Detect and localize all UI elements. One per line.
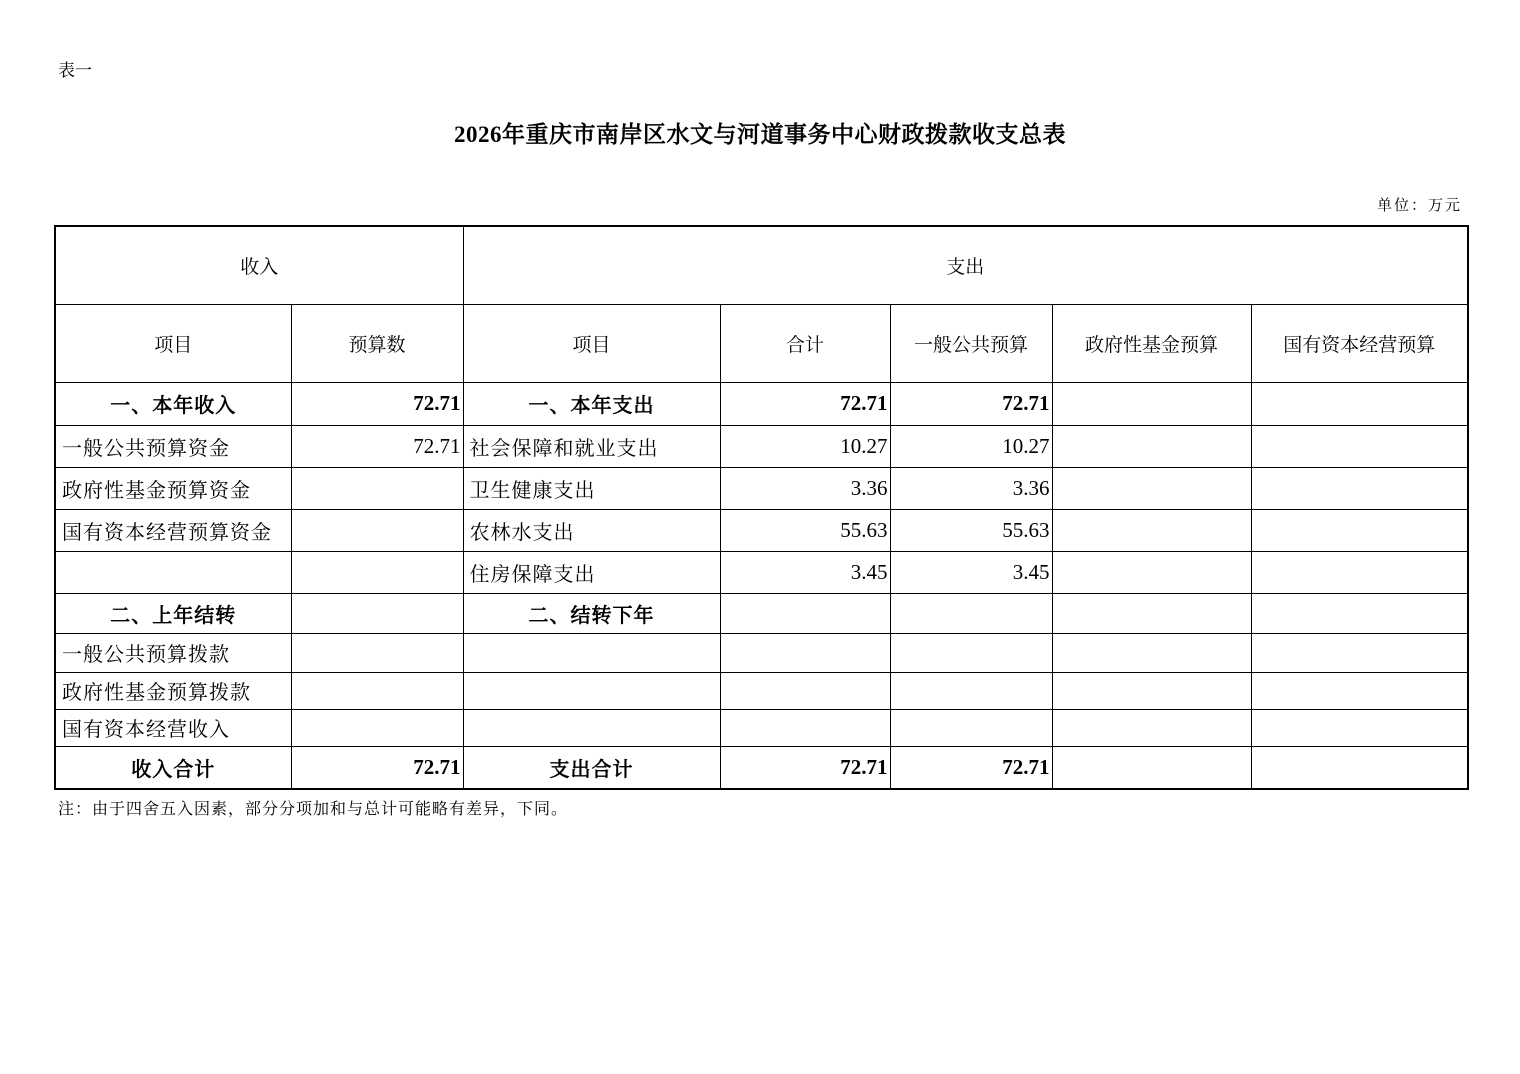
state-capital-cell	[1251, 382, 1468, 425]
general-budget-cell: 72.71	[890, 382, 1052, 425]
state-capital-cell	[1251, 709, 1468, 746]
gov-fund-cell	[1052, 709, 1251, 746]
income-group-header: 收入	[55, 226, 463, 304]
state-capital-cell	[1251, 425, 1468, 467]
table-row	[55, 633, 1468, 672]
general-budget-cell: 3.36	[890, 467, 1052, 509]
gov-fund-cell	[1052, 467, 1251, 509]
expense-total-cell: 55.63	[720, 509, 890, 551]
income-value-cell	[291, 633, 463, 672]
income-value-cell	[291, 551, 463, 593]
general-budget-cell: 3.45	[890, 551, 1052, 593]
general-budget-total: 72.71	[890, 746, 1052, 789]
column-header-row	[55, 304, 1468, 382]
expense-item-cell: 农林水支出	[463, 509, 720, 551]
gov-fund-cell	[1052, 509, 1251, 551]
table-row	[55, 709, 1468, 746]
expense-item-cell: 卫生健康支出	[463, 467, 720, 509]
gov-fund-total	[1052, 746, 1251, 789]
expense-total-cell: 3.45	[720, 551, 890, 593]
expense-total-cell	[720, 672, 890, 709]
state-capital-cell	[1251, 467, 1468, 509]
expense-item-cell	[463, 672, 720, 709]
expense-total-label: 支出合计	[463, 746, 720, 789]
state-capital-cell	[1251, 593, 1468, 633]
expense-total-cell: 72.71	[720, 382, 890, 425]
income-budget-header: 预算数	[291, 304, 463, 382]
income-value-cell	[291, 672, 463, 709]
income-item-cell: 一般公共预算资金	[55, 425, 291, 467]
expense-item-cell: 住房保障支出	[463, 551, 720, 593]
general-budget-cell: 55.63	[890, 509, 1052, 551]
income-value-cell	[291, 509, 463, 551]
expense-item-cell: 一、本年支出	[463, 382, 720, 425]
table-row	[55, 551, 1468, 593]
totals-row	[55, 746, 1468, 789]
table-row	[55, 593, 1468, 633]
budget-table	[54, 225, 1469, 790]
income-item-header: 项目	[55, 304, 291, 382]
expense-total-cell: 10.27	[720, 425, 890, 467]
state-capital-total	[1251, 746, 1468, 789]
expense-total-cell: 3.36	[720, 467, 890, 509]
table-row	[55, 425, 1468, 467]
state-capital-budget-header: 国有资本经营预算	[1251, 304, 1468, 382]
group-header-row	[55, 226, 1468, 304]
expense-item-cell: 社会保障和就业支出	[463, 425, 720, 467]
gov-fund-cell	[1052, 672, 1251, 709]
income-item-cell: 政府性基金预算拨款	[55, 672, 291, 709]
expense-item-cell	[463, 633, 720, 672]
general-budget-header: 一般公共预算	[890, 304, 1052, 382]
expense-item-cell	[463, 709, 720, 746]
state-capital-cell	[1251, 633, 1468, 672]
income-total-value: 72.71	[291, 746, 463, 789]
state-capital-cell	[1251, 509, 1468, 551]
gov-fund-cell	[1052, 593, 1251, 633]
gov-fund-cell	[1052, 551, 1251, 593]
expense-item-header: 项目	[463, 304, 720, 382]
table-row	[55, 382, 1468, 425]
gov-fund-cell	[1052, 382, 1251, 425]
general-budget-cell	[890, 709, 1052, 746]
expense-total-header: 合计	[720, 304, 890, 382]
unit-label: 单位：万元	[1376, 196, 1462, 214]
income-total-label: 收入合计	[55, 746, 291, 789]
expense-total-cell	[720, 633, 890, 672]
gov-fund-cell	[1052, 633, 1251, 672]
income-item-cell: 一般公共预算拨款	[55, 633, 291, 672]
expense-total-cell	[720, 593, 890, 633]
income-item-cell: 国有资本经营收入	[55, 709, 291, 746]
table-row	[55, 509, 1468, 551]
income-value-cell: 72.71	[291, 382, 463, 425]
document-title: 2026年重庆市南岸区水文与河道事务中心财政拨款收支总表	[454, 122, 1066, 147]
general-budget-cell: 10.27	[890, 425, 1052, 467]
general-budget-cell	[890, 672, 1052, 709]
gov-fund-cell	[1052, 425, 1251, 467]
income-value-cell: 72.71	[291, 425, 463, 467]
income-item-cell	[55, 551, 291, 593]
state-capital-cell	[1251, 672, 1468, 709]
state-capital-cell	[1251, 551, 1468, 593]
gov-fund-budget-header: 政府性基金预算	[1052, 304, 1251, 382]
expense-group-header: 支出	[463, 226, 1468, 304]
income-value-cell	[291, 467, 463, 509]
footnote: 注：由于四舍五入因素，部分分项加和与总计可能略有差异，下同。	[58, 799, 569, 818]
income-value-cell	[291, 709, 463, 746]
expense-total-value: 72.71	[720, 746, 890, 789]
table-row	[55, 467, 1468, 509]
income-value-cell	[291, 593, 463, 633]
expense-item-cell: 二、结转下年	[463, 593, 720, 633]
income-item-cell: 国有资本经营预算资金	[55, 509, 291, 551]
expense-total-cell	[720, 709, 890, 746]
income-item-cell: 二、上年结转	[55, 593, 291, 633]
table-row	[55, 672, 1468, 709]
table-number-label: 表一	[58, 61, 92, 81]
income-item-cell: 一、本年收入	[55, 382, 291, 425]
general-budget-cell	[890, 593, 1052, 633]
general-budget-cell	[890, 633, 1052, 672]
income-item-cell: 政府性基金预算资金	[55, 467, 291, 509]
